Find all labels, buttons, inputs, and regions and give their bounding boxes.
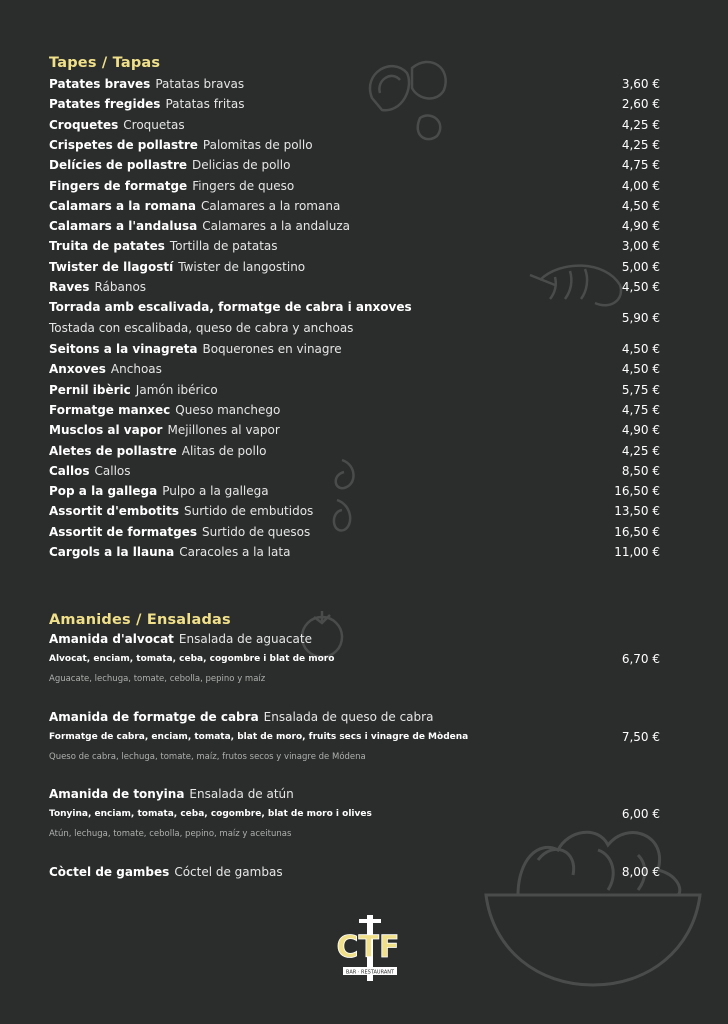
item-name-es: Patatas fritas bbox=[165, 97, 245, 112]
item-name-cat: Amanida d'alvocat bbox=[49, 632, 174, 646]
menu-item bbox=[49, 403, 280, 417]
item-price: 4,90 € bbox=[621, 219, 660, 234]
item-name-cat: Patates fregides bbox=[49, 97, 161, 112]
snail-illustration bbox=[322, 450, 372, 540]
item-name-cat: Anxoves bbox=[49, 362, 106, 377]
item-name-es: Palomitas de pollo bbox=[202, 137, 313, 152]
item-name-es: Ensalada de queso de cabra bbox=[263, 710, 434, 724]
item-name-cat: Callos bbox=[49, 463, 90, 478]
item-name-es: Patatas bravas bbox=[155, 77, 245, 91]
item-name-es: Fingers de queso bbox=[192, 178, 295, 193]
item-price: 4,25 € bbox=[621, 443, 660, 458]
item-price: 4,25 € bbox=[621, 117, 660, 132]
item-price: 8,00 € bbox=[621, 865, 660, 879]
item-name-cat: Fingers de formatge bbox=[49, 178, 188, 193]
item-name-cat: Pop a la gallega bbox=[49, 484, 158, 499]
menu-item bbox=[49, 260, 305, 274]
item-name-cat: Seitons a la vinagreta bbox=[49, 342, 198, 356]
ingredients-cat: Tonyina, enciam, tomata, ceba, cogombre, blat de moro i olives bbox=[49, 809, 372, 819]
ctf-logo bbox=[335, 915, 401, 981]
item-name-es: Pulpo a la gallega bbox=[162, 484, 269, 499]
menu-item bbox=[49, 138, 313, 152]
item-price: 16,50 € bbox=[614, 524, 660, 539]
item-price: 5,00 € bbox=[621, 259, 660, 274]
item-price: 13,50 € bbox=[614, 504, 660, 519]
menu-item bbox=[49, 787, 294, 801]
menu-item bbox=[49, 158, 290, 172]
item-name-es: Surtido de quesos bbox=[202, 524, 311, 539]
item-name-es: Queso manchego bbox=[175, 402, 281, 417]
item-price: 8,50 € bbox=[621, 463, 660, 478]
item-price: 16,50 € bbox=[614, 484, 660, 499]
item-name-es: Cóctel de gambas bbox=[174, 865, 283, 879]
item-name-cat: Formatge manxec bbox=[49, 402, 171, 417]
menu-item bbox=[49, 239, 278, 253]
item-name-es: Tortilla de patatas bbox=[169, 239, 278, 254]
item-name-es: Rábanos bbox=[94, 280, 147, 294]
menu-item bbox=[49, 280, 146, 294]
ingredients-cat: Formatge de cabra, enciam, tomata, blat de moro, fruits secs i vinagre de Mòdena bbox=[49, 732, 469, 742]
item-name-es: Twister de langostino bbox=[178, 259, 306, 274]
item-name-es: Delicias de pollo bbox=[192, 158, 291, 173]
item-name-cat: Amanida de formatge de cabra bbox=[49, 710, 259, 724]
item-price: 2,60 € bbox=[621, 97, 660, 112]
item-name-es: Anchoas bbox=[110, 362, 162, 377]
item-price: 5,75 € bbox=[621, 382, 660, 397]
item-name-cat: Aletes de pollastre bbox=[49, 443, 177, 458]
menu-item bbox=[49, 464, 131, 478]
item-name-cat: Calamars a la romana bbox=[49, 198, 197, 213]
item-name-cat: Calamars a l'andalusa bbox=[49, 219, 198, 234]
item-price: 4,00 € bbox=[621, 178, 660, 193]
menu-item bbox=[49, 199, 340, 213]
menu-item-coctel bbox=[49, 865, 283, 879]
menu-item bbox=[49, 444, 267, 458]
menu-item bbox=[49, 179, 294, 193]
item-name-es: Alitas de pollo bbox=[181, 443, 267, 458]
menu-item-torrada bbox=[49, 300, 412, 314]
item-name-cat: Truita de patates bbox=[49, 239, 165, 254]
menu-item bbox=[49, 362, 162, 376]
menu-item bbox=[49, 423, 280, 437]
menu-item bbox=[49, 342, 342, 356]
menu-item bbox=[49, 525, 310, 539]
item-name-es: Mejillones al vapor bbox=[167, 423, 280, 438]
menu-item bbox=[49, 504, 313, 518]
item-name-es: Tostada con escalibada, queso de cabra y anchoas bbox=[49, 321, 354, 335]
item-name-es: Boquerones en vinagre bbox=[202, 342, 342, 356]
item-name-cat: Delícies de pollastre bbox=[49, 158, 188, 173]
item-name-es: Calamares a la andaluza bbox=[202, 219, 351, 234]
item-price: 5,90 € bbox=[621, 311, 660, 325]
item-price: 3,00 € bbox=[621, 239, 660, 254]
ingredients-es: Aguacate, lechuga, tomate, cebolla, pepino y maíz bbox=[49, 674, 266, 684]
salads-section-title: Amanides / Ensaladas bbox=[49, 612, 231, 628]
item-price: 4,25 € bbox=[621, 137, 660, 152]
logo-letters: CTF bbox=[336, 930, 400, 965]
item-name-cat: Crispetes de pollastre bbox=[49, 137, 198, 152]
menu-item bbox=[49, 484, 269, 498]
salad-bowl-illustration bbox=[478, 800, 708, 990]
item-price: 7,50 € bbox=[621, 730, 660, 744]
item-price: 4,90 € bbox=[621, 423, 660, 438]
item-name-es: Callos bbox=[94, 463, 131, 478]
item-name-es: Croquetas bbox=[123, 117, 185, 132]
item-price: 4,50 € bbox=[621, 280, 660, 294]
menu-item bbox=[49, 77, 244, 91]
item-name-es: Caracoles a la lata bbox=[179, 545, 291, 559]
item-name-cat: Pernil ibèric bbox=[49, 382, 131, 397]
item-name-es: Ensalada de aguacate bbox=[178, 632, 312, 646]
item-name-cat: Musclos al vapor bbox=[49, 423, 163, 438]
ingredients-es: Queso de cabra, lechuga, tomate, maíz, frutos secos y vinagre de Módena bbox=[49, 752, 366, 762]
item-price: 4,50 € bbox=[621, 198, 660, 213]
item-price: 4,50 € bbox=[621, 362, 660, 377]
tapas-section-title: Tapes / Tapas bbox=[49, 55, 161, 71]
item-name-cat: Cargols a la llauna bbox=[49, 545, 175, 559]
item-name-cat: Croquetes bbox=[49, 117, 119, 132]
item-name-cat: Twister de llagostí bbox=[49, 259, 174, 274]
menu-item bbox=[49, 545, 290, 559]
menu-item bbox=[49, 97, 245, 111]
item-name-es: Ensalada de atún bbox=[189, 787, 294, 801]
item-price: 11,00 € bbox=[614, 545, 660, 559]
item-price: 4,75 € bbox=[621, 402, 660, 417]
menu-item bbox=[49, 632, 312, 646]
item-name-es: Jamón ibérico bbox=[135, 382, 218, 397]
menu-item bbox=[49, 118, 185, 132]
item-name-cat: Amanida de tonyina bbox=[49, 787, 185, 801]
item-name-cat: Raves bbox=[49, 280, 90, 294]
item-price: 6,00 € bbox=[621, 807, 660, 821]
menu-item bbox=[49, 710, 433, 724]
item-name-cat: Assortit d'embotits bbox=[49, 504, 179, 519]
menu-item bbox=[49, 383, 218, 397]
mussel-illustration bbox=[352, 48, 462, 148]
item-price: 6,70 € bbox=[621, 652, 660, 666]
item-price: 3,60 € bbox=[621, 77, 660, 91]
ingredients-cat: Alvocat, enciam, tomata, ceba, cogombre i blat de moro bbox=[49, 654, 335, 664]
menu-item bbox=[49, 219, 350, 233]
item-name-es: Surtido de embutidos bbox=[183, 504, 314, 519]
item-name-cat: Assortit de formatges bbox=[49, 524, 197, 539]
item-price: 4,50 € bbox=[621, 342, 660, 356]
logo-tagline: BAR · RESTAURANT bbox=[345, 969, 395, 976]
ingredients-es: Atún, lechuga, tomate, cebolla, pepino, maíz y aceitunas bbox=[49, 829, 292, 839]
item-price: 4,75 € bbox=[621, 158, 660, 173]
item-name-cat: Còctel de gambes bbox=[49, 865, 170, 879]
item-name-cat: Torrada amb escalivada, formatge de cabra i anxoves bbox=[49, 300, 412, 314]
item-name-es: Calamares a la romana bbox=[201, 198, 341, 213]
item-name-cat: Patates braves bbox=[49, 77, 151, 91]
